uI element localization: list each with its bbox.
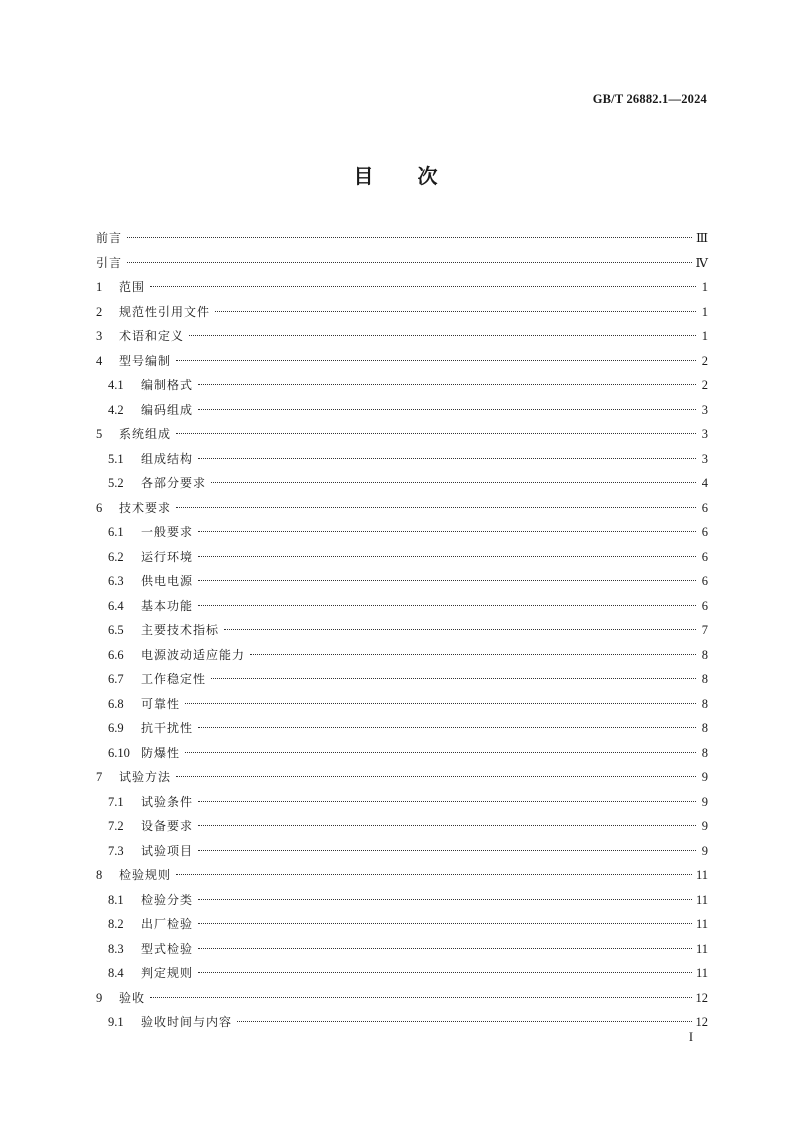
toc-entry-page: 8 (701, 647, 708, 662)
toc-entry[interactable] (96, 1010, 708, 1035)
dot-leader (127, 262, 691, 263)
toc-entry-number: 6.4 (108, 598, 124, 613)
toc-entry-page: 8 (701, 721, 708, 735)
dot-leader (215, 311, 696, 312)
dot-leader (198, 727, 696, 728)
dot-leader (250, 654, 696, 655)
title-char-right: 次 (417, 164, 440, 188)
toc-entry[interactable] (96, 324, 708, 349)
toc-entry[interactable] (96, 839, 708, 864)
toc-entry-page: 1 (701, 329, 708, 343)
toc-entry-number: 5.1 (108, 451, 124, 466)
toc-entry[interactable] (96, 569, 708, 594)
toc-entry-title: 检验规则 (119, 868, 172, 882)
toc-entry-page: Ⅲ (695, 231, 708, 245)
toc-entry[interactable] (96, 398, 708, 423)
dot-leader (176, 360, 696, 361)
toc-entry-page: 11 (695, 966, 708, 980)
dot-leader (198, 409, 696, 410)
dot-leader (198, 850, 696, 851)
toc-entry-title: 工作稳定性 (141, 672, 207, 686)
toc-entry-number: 8.4 (108, 966, 124, 980)
toc-entry[interactable] (96, 741, 708, 766)
table-of-contents (96, 226, 708, 1035)
toc-entry-title: 基本功能 (141, 598, 194, 613)
toc-entry-page: 12 (695, 990, 708, 1005)
toc-entry-title: 引言 (96, 255, 123, 270)
toc-entry-number: 6.10 (108, 745, 130, 760)
dot-leader (198, 580, 696, 581)
toc-entry-page: 11 (695, 868, 708, 882)
toc-entry-title: 电源波动适应能力 (141, 647, 246, 662)
toc-entry[interactable] (96, 912, 708, 937)
toc-entry-title: 判定规则 (141, 966, 194, 980)
dot-leader (176, 874, 692, 875)
toc-entry-page: 9 (701, 794, 708, 809)
toc-entry-number: 6.1 (108, 525, 124, 539)
toc-entry-number: 6 (96, 500, 103, 515)
toc-entry-title: 出厂检验 (141, 917, 194, 931)
toc-entry-page: 6 (701, 549, 708, 564)
toc-entry-title: 试验条件 (141, 794, 194, 809)
toc-entry[interactable] (96, 496, 708, 521)
page-number: I (688, 1030, 693, 1044)
toc-entry-page: 9 (701, 843, 708, 858)
toc-entry-number: 8.1 (108, 892, 124, 907)
toc-entry-title: 组成结构 (141, 451, 194, 466)
dot-leader (198, 899, 692, 900)
dot-leader (189, 335, 696, 336)
toc-entry-page: 1 (701, 304, 708, 319)
toc-entry-page: 11 (695, 892, 708, 907)
dot-leader (198, 605, 696, 606)
toc-entry[interactable] (96, 422, 708, 447)
title-char-left: 目 (353, 164, 376, 188)
toc-entry[interactable] (96, 961, 708, 986)
dot-leader (198, 458, 696, 459)
toc-entry-page: 9 (701, 770, 708, 784)
toc-entry-number: 7 (96, 770, 103, 784)
toc-entry-page: 7 (701, 623, 708, 637)
dot-leader (211, 482, 696, 483)
toc-entry-number: 6.3 (108, 574, 124, 588)
toc-entry-number: 7.3 (108, 843, 124, 858)
toc-entry-title: 防爆性 (141, 745, 181, 760)
toc-entry[interactable] (96, 790, 708, 815)
dot-leader (198, 531, 696, 532)
toc-entry[interactable] (96, 643, 708, 668)
toc-entry-title: 设备要求 (141, 819, 194, 833)
toc-entry-title: 型号编制 (119, 353, 172, 368)
toc-entry-number: 4.2 (108, 402, 124, 417)
toc-entry-number: 6.2 (108, 549, 124, 564)
toc-entry-title: 系统组成 (119, 427, 172, 441)
toc-entry[interactable] (96, 300, 708, 325)
toc-entry-page: 6 (701, 574, 708, 588)
toc-entry-number: 6.9 (108, 721, 124, 735)
toc-entry-title: 术语和定义 (119, 329, 185, 343)
toc-entry-number: 5 (96, 427, 103, 441)
toc-entry-title: 验收 (119, 990, 146, 1005)
dot-leader (198, 384, 696, 385)
dot-leader (176, 776, 696, 777)
toc-entry-number: 5.2 (108, 476, 124, 490)
dot-leader (127, 237, 692, 238)
toc-entry-number: 2 (96, 304, 103, 319)
toc-entry-title: 前言 (96, 231, 123, 245)
toc-entry-number: 7.2 (108, 819, 124, 833)
toc-entry-page: 9 (701, 819, 708, 833)
toc-entry-number: 6.5 (108, 623, 124, 637)
toc-entry[interactable] (96, 349, 708, 374)
toc-entry[interactable] (96, 814, 708, 839)
toc-entry-title: 编码组成 (141, 402, 194, 417)
toc-entry-page: 1 (701, 280, 708, 294)
toc-entry-page: 8 (701, 745, 708, 760)
toc-entry-title: 编制格式 (141, 378, 194, 392)
dot-leader (211, 678, 696, 679)
toc-entry-page: 11 (695, 917, 708, 931)
toc-entry[interactable] (96, 692, 708, 717)
toc-entry-number: 7.1 (108, 794, 124, 809)
dot-leader (185, 703, 696, 704)
dot-leader (198, 801, 696, 802)
toc-entry-title: 技术要求 (119, 500, 172, 515)
dot-leader (224, 629, 696, 630)
toc-entry-page: 6 (701, 598, 708, 613)
toc-entry-page: Ⅳ (695, 255, 708, 270)
toc-entry[interactable] (96, 863, 708, 888)
toc-entry-number: 3 (96, 329, 103, 343)
dot-leader (198, 972, 692, 973)
toc-entry-page: 8 (701, 696, 708, 711)
toc-entry-number: 9 (96, 990, 103, 1005)
toc-entry-title: 型式检验 (141, 941, 194, 956)
toc-entry-title: 抗干扰性 (141, 721, 194, 735)
toc-entry-page: 2 (701, 353, 708, 368)
toc-entry-page: 3 (701, 427, 708, 441)
toc-entry-number: 4 (96, 353, 103, 368)
toc-entry[interactable] (96, 765, 708, 790)
toc-entry[interactable] (96, 226, 708, 251)
toc-entry-title: 验收时间与内容 (141, 1015, 233, 1029)
toc-entry[interactable] (96, 594, 708, 619)
toc-entry-page: 4 (701, 476, 708, 490)
toc-entry-title: 可靠性 (141, 696, 181, 711)
dot-leader (198, 556, 696, 557)
dot-leader (198, 948, 692, 949)
toc-entry-title: 主要技术指标 (141, 623, 220, 637)
toc-entry-page: 6 (701, 500, 708, 515)
dot-leader (150, 997, 691, 998)
dot-leader (198, 825, 696, 826)
dot-leader (176, 507, 696, 508)
toc-entry[interactable] (96, 373, 708, 398)
toc-entry-title: 试验方法 (119, 770, 172, 784)
toc-entry-title: 试验项目 (141, 843, 194, 858)
toc-entry[interactable] (96, 618, 708, 643)
toc-entry-number: 8 (96, 868, 103, 882)
toc-entry-page: 6 (701, 525, 708, 539)
toc-entry-title: 一般要求 (141, 525, 194, 539)
toc-entry-page: 12 (695, 1015, 708, 1029)
toc-entry-page: 3 (701, 402, 708, 417)
toc-entry-title: 各部分要求 (141, 476, 207, 490)
toc-entry-page: 8 (701, 672, 708, 686)
dot-leader (185, 752, 696, 753)
toc-entry[interactable] (96, 520, 708, 545)
toc-entry[interactable] (96, 447, 708, 472)
dot-leader (237, 1021, 691, 1022)
toc-entry[interactable] (96, 471, 708, 496)
toc-entry-title: 运行环境 (141, 549, 194, 564)
toc-entry-number: 6.6 (108, 647, 124, 662)
toc-entry-number: 8.2 (108, 917, 124, 931)
toc-entry-title: 供电电源 (141, 574, 194, 588)
toc-entry[interactable] (96, 545, 708, 570)
dot-leader (150, 286, 696, 287)
toc-entry-number: 9.1 (108, 1015, 124, 1029)
toc-entry-number: 1 (96, 280, 103, 294)
toc-entry[interactable] (96, 251, 708, 276)
toc-entry[interactable] (96, 667, 708, 692)
toc-entry[interactable] (96, 986, 708, 1011)
toc-entry[interactable] (96, 937, 708, 962)
toc-entry[interactable] (96, 275, 708, 300)
toc-entry-number: 4.1 (108, 378, 124, 392)
standard-number: GB/T 26882.1—2024 (592, 92, 707, 106)
toc-entry[interactable] (96, 888, 708, 913)
toc-entry-page: 2 (701, 378, 708, 392)
dot-leader (176, 433, 696, 434)
page-title (0, 160, 793, 189)
toc-entry-number: 6.8 (108, 696, 124, 711)
toc-entry-page: 3 (701, 451, 708, 466)
toc-entry-title: 检验分类 (141, 892, 194, 907)
toc-entry-title: 规范性引用文件 (119, 304, 211, 319)
toc-entry-number: 6.7 (108, 672, 124, 686)
toc-entry[interactable] (96, 716, 708, 741)
dot-leader (198, 923, 692, 924)
toc-entry-page: 11 (695, 941, 708, 956)
toc-entry-title: 范围 (119, 280, 146, 294)
toc-entry-number: 8.3 (108, 941, 124, 956)
